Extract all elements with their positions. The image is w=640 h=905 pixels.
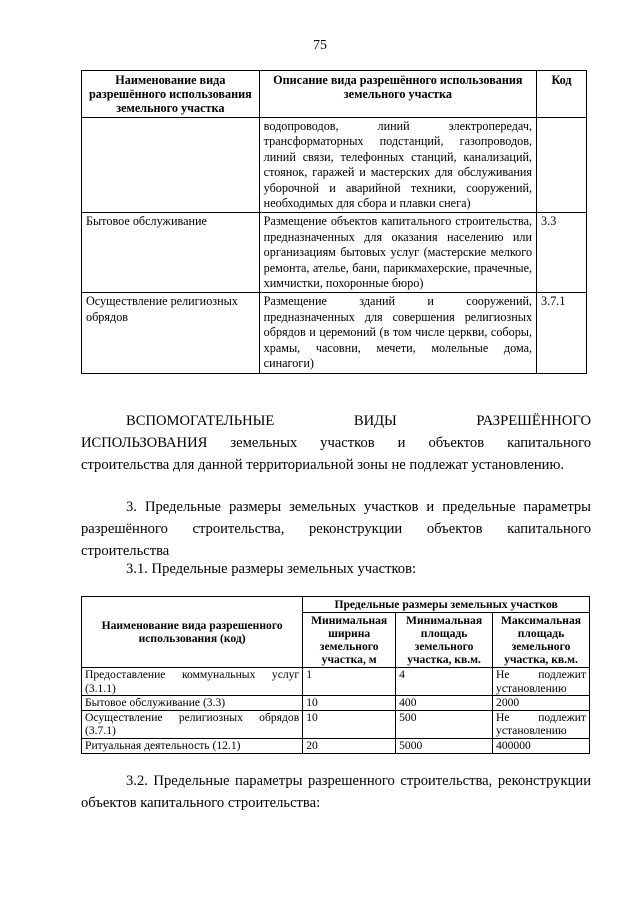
header-max-area: Максимальная площадь земельного участка, кв.м. [493, 613, 590, 668]
section-3-2-paragraph: 3.2. Предельные параметры разрешенного строительства, реконструкции объектов капитального строительства: [81, 773, 591, 811]
max-area-value: 400000 [493, 738, 590, 753]
use-description: Размещение зданий и сооружений, предназначенных для совершения религиозных обрядов и церемоний (в том числе церкви, соборы, храмы, часовни, мечети, молельные дома, синагоги) [259, 293, 536, 373]
header-min-width: Минимальная ширина земельного участка, м [303, 613, 396, 668]
max-area-value: Не подлежит установлению [493, 668, 590, 696]
header-code: Код [537, 71, 587, 118]
min-area-value: 5000 [396, 738, 493, 753]
auxiliary-caps-word: ИСПОЛЬЗОВАНИЯ [81, 435, 208, 451]
use-name [82, 118, 260, 213]
auxiliary-line-3: строительства для данной территориальной зоны не подлежат установлению. [81, 457, 565, 473]
table-header-row [82, 71, 587, 118]
min-area-value: 4 [396, 668, 493, 696]
use-name-code: Предоставление коммунальных услуг (3.1.1) [82, 668, 303, 696]
table-row [82, 118, 587, 213]
land-plot-limits-table [81, 596, 590, 754]
use-name-code: Осуществление религиозных обрядов (3.7.1) [82, 710, 303, 738]
header-use-description: Описание вида разрешённого использования земельного участка [259, 71, 536, 118]
use-description: водопроводов, линий электропередач, трансформаторных подстанций, газопроводов, линий связи, телефонных станций, канализаций, стоянок, гаражей и мастерских для обслуживания уборочной и аварийной техники, сооружений, необходимых для сбора и плавки снега) [259, 118, 536, 213]
auxiliary-uses-paragraph [81, 410, 591, 476]
use-description: Размещение объектов капитального строительства, предназначенных для оказания населению или организациям бытовых услуг (мастерские мелкого ремонта, ателье, бани, парикмахерские, прачечные, химчистки, похоронные бюро) [259, 213, 536, 293]
min-area-value: 500 [396, 710, 493, 738]
land-use-types-table [81, 70, 587, 374]
table-row [82, 668, 590, 696]
table-row [82, 293, 587, 373]
min-width-value: 10 [303, 710, 396, 738]
min-width-value: 10 [303, 696, 396, 711]
use-code: 3.3 [537, 213, 587, 293]
use-name-code: Ритуальная деятельность (12.1) [82, 738, 303, 753]
min-width-value: 1 [303, 668, 396, 696]
header-use-name: Наименование вида разрешённого использования земельного участка [82, 71, 260, 118]
table-row [82, 213, 587, 293]
header-limits-group: Предельные размеры земельных участков [303, 597, 590, 613]
table-row [82, 738, 590, 753]
section-3-paragraph: 3. Предельные размеры земельных участков и предельные параметры разрешённого строительства, реконструкции объектов капитального строительства [81, 499, 591, 559]
min-area-value: 400 [396, 696, 493, 711]
use-code: 3.7.1 [537, 293, 587, 373]
header-use-name-code: Наименование вида разрешенного использования (код) [82, 597, 303, 668]
header-min-area: Минимальная площадь земельного участка, кв.м. [396, 613, 493, 668]
use-name: Осуществление религиозных обрядов [82, 293, 260, 373]
page-number: 75 [313, 38, 327, 53]
use-code [537, 118, 587, 213]
max-area-value: Не подлежит установлению [493, 710, 590, 738]
table-row [82, 696, 590, 711]
min-width-value: 20 [303, 738, 396, 753]
max-area-value: 2000 [493, 696, 590, 711]
table-header-row [82, 597, 590, 613]
auxiliary-line-2 [81, 432, 591, 454]
use-name-code: Бытовое обслуживание (3.3) [82, 696, 303, 711]
table-row [82, 710, 590, 738]
auxiliary-line-2-rest: земельных участков и объектов капитального [230, 435, 591, 451]
auxiliary-line-1: ВСПОМОГАТЕЛЬНЫЕ ВИДЫ РАЗРЕШЁННОГО [126, 413, 591, 429]
section-3-1-heading: 3.1. Предельные размеры земельных участков: [126, 561, 417, 577]
use-name: Бытовое обслуживание [82, 213, 260, 293]
